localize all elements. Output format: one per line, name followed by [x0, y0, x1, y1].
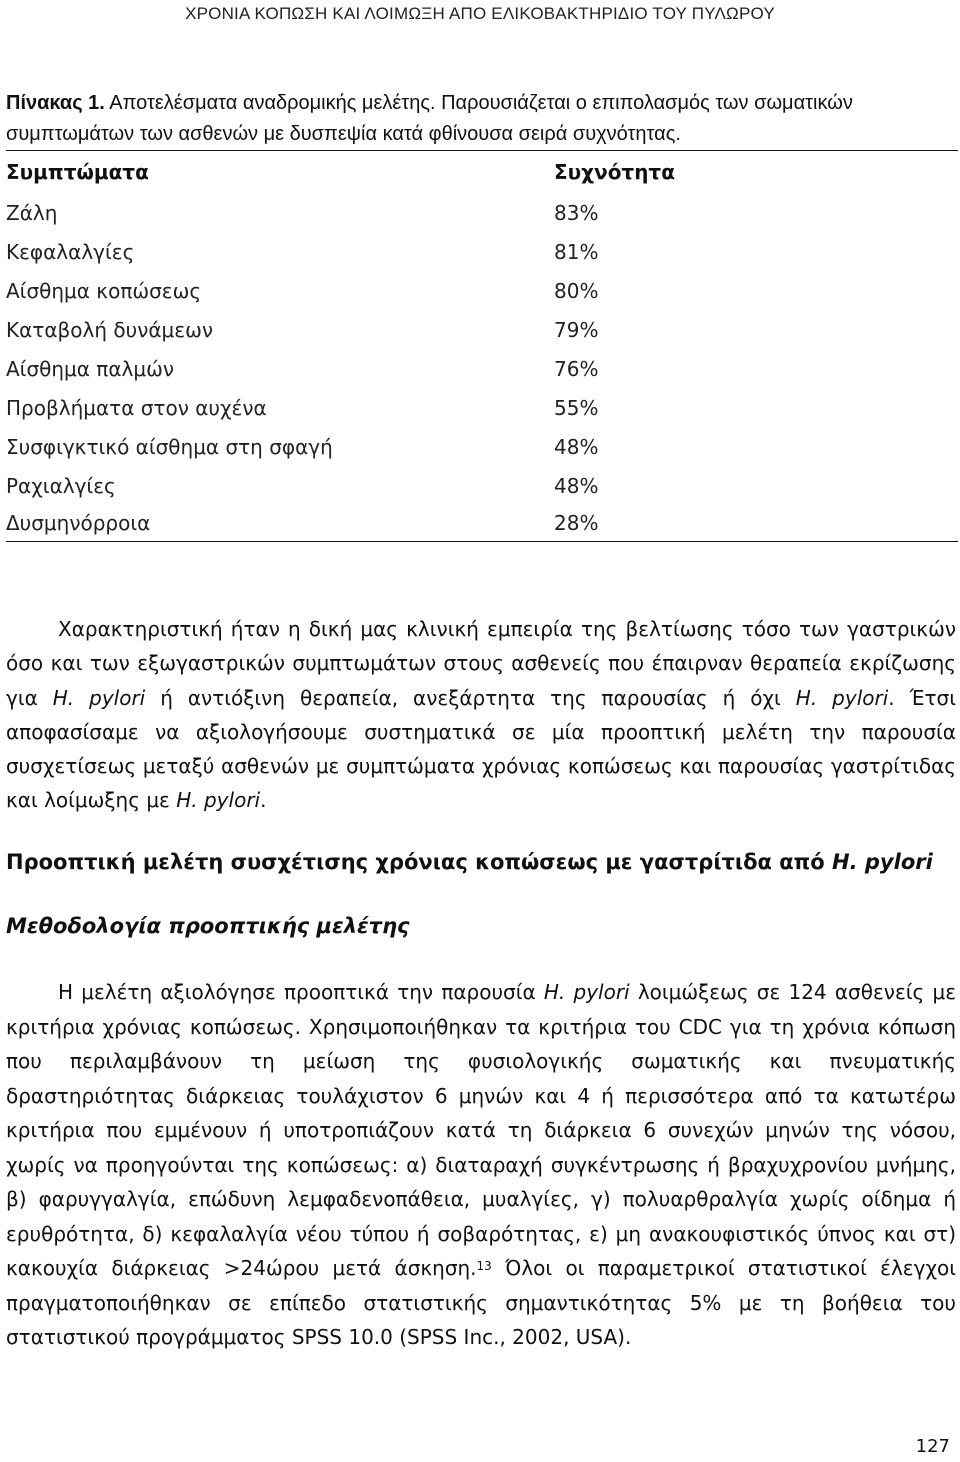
frequency-cell: 76%	[554, 356, 599, 381]
frequency-cell: 28%	[554, 511, 599, 535]
symptom-cell: Ζάλη	[6, 200, 58, 225]
paragraph-text: Όλοι οι παραμετρικοί στατιστικοί έλεγχοι πραγματοποιήθηκαν σε επίπεδο στατιστικής σημαντικότητας 5% με τη βοήθεια του στατιστικού προγράμματος SPSS 10.0 (SPSS Inc., 2002, USA).	[6, 1256, 956, 1349]
subsection-heading: Μεθοδολογία προοπτικής μελέτης	[6, 914, 410, 938]
column-header-symptoms: Συμπτώματα	[6, 160, 149, 184]
symptom-cell: Αίσθημα παλμών	[6, 356, 175, 381]
italic-species-name: H. pylori	[543, 980, 630, 1004]
italic-species-name: H. pylori	[795, 685, 889, 710]
table-row	[6, 232, 958, 271]
frequency-cell: 81%	[554, 239, 599, 264]
table-row	[6, 466, 958, 505]
paragraph-text: Η μελέτη αξιολόγησε προοπτικά την παρουσία	[58, 980, 544, 1004]
table-row	[6, 505, 958, 542]
italic-species-name: H. pylori	[176, 788, 261, 813]
table-row	[6, 349, 958, 388]
table-row	[6, 271, 958, 310]
paragraph-text: Χαρακτηριστική ήταν η δική μας κλινική εμπειρία της βελτίωσης τόσο των γαστρικών όσο και των εξωγαστρικών συμπτωμάτων στους ασθενείς που έπαιρναν θεραπεία εκρίζωσης για	[6, 617, 956, 710]
symptom-cell: Προβλήματα στον αυχένα	[6, 395, 267, 420]
frequency-cell: 48%	[554, 434, 599, 459]
frequency-cell: 80%	[554, 278, 599, 303]
symptom-cell: Κεφαλαλγίες	[6, 239, 135, 264]
column-header-frequency: Συχνότητα	[554, 160, 675, 184]
running-head: ΧΡΟΝΙΑ ΚΟΠΩΣΗ ΚΑΙ ΛΟΙΜΩΞΗ ΑΠΟ ΕΛΙΚΟΒΑΚΤΗΡΙΔΙΟ ΤΟΥ ΠΥΛΩΡΟΥ	[185, 4, 775, 23]
table-row	[6, 193, 958, 232]
table-row	[6, 427, 958, 466]
paragraph-text: λοιμώξεως σε 124 ασθενείς με κριτήρια χρόνιας κοπώσεως. Χρησιμοποιήθηκαν τα κριτήρια του CDC για τη χρόνια κόπωση που περιλαμβάνουν τη μείωση της φυσιολογικής σωματικής και πνευματικής δραστηριότητας διάρκειας τουλάχιστον 6 μηνών και 4 ή περισσότερα από τα κατωτέρω κριτήρια που εμμένουν ή υποτροπιάζουν κατά τη διάρκεια 6 συνεχών μηνών της νόσου, χωρίς να προηγούνται της κοπώσεως: α) διαταραχή συγκέντρωσης ή βραχυχρονίου μνήμης, β) φαρυγγαλγία, επώδυνη λεμφαδενοπάθεια, μυαλγίες, γ) πολυαρθραλγία χωρίς οίδημα ή ερυθρότητα, δ) κεφαλαλγία νέου τύπου ή σοβαρότητας, ε) μη ανακουφιστικός ύπνος και στ) κακουχία διάρκειας >24ώρου μετά άσκηση.	[6, 980, 957, 1280]
page-number: 127	[915, 1436, 950, 1457]
symptom-cell: Αίσθημα κοπώσεως	[6, 278, 202, 303]
symptoms-table	[6, 150, 958, 542]
symptom-cell: Συσφιγκτικό αίσθημα στη σφαγή	[6, 434, 333, 459]
table-row	[6, 310, 958, 349]
italic-species-name: H. pylori	[52, 685, 146, 710]
table-header-row	[6, 151, 958, 194]
table-row	[6, 388, 958, 427]
table-label: Πίνακας 1.	[6, 92, 105, 114]
symptom-cell: Ραχιαλγίες	[6, 473, 116, 498]
frequency-cell: 83%	[554, 200, 599, 225]
paragraph-methodology	[6, 975, 956, 1355]
section-heading	[6, 845, 956, 879]
frequency-cell: 55%	[554, 395, 599, 420]
paragraph-text: .	[260, 788, 267, 813]
frequency-cell: 79%	[554, 317, 599, 342]
reference-superscript: 13	[476, 1259, 492, 1273]
paragraph-text: . Έτσι αποφασίσαμε να αξιολογήσουμε συστηματικά σε μία προοπτική μελέτη την παρουσία συσχετίσεως μεταξύ ασθενών με συμπτώματα χρόνιας κοπώσεως και παρουσίας γαστρίτιδας και λοίμωξης με	[6, 685, 956, 813]
paragraph-clinical-experience	[6, 612, 956, 818]
symptom-cell: Καταβολή δυνάμεων	[6, 317, 214, 342]
paragraph-text: ή αντιόξινη θεραπεία, ανεξάρτητα της παρουσίας ή όχι	[145, 685, 796, 710]
table-caption	[6, 88, 954, 150]
symptom-cell: Δυσμηνόρροια	[6, 511, 151, 535]
frequency-cell: 48%	[554, 473, 599, 498]
section-heading-text: Προοπτική μελέτη συσχέτισης χρόνιας κοπώσεως με γαστρίτιδα από	[6, 850, 833, 874]
section-heading-species: H. pylori	[832, 850, 933, 874]
table-caption-text: Αποτελέσματα αναδρομικής μελέτης. Παρουσιάζεται ο επιπολασμός των σωματικών συμπτωμάτων των ασθενών με δυσπεψία κατά φθίνουσα σειρά συχνότητας.	[6, 92, 853, 145]
